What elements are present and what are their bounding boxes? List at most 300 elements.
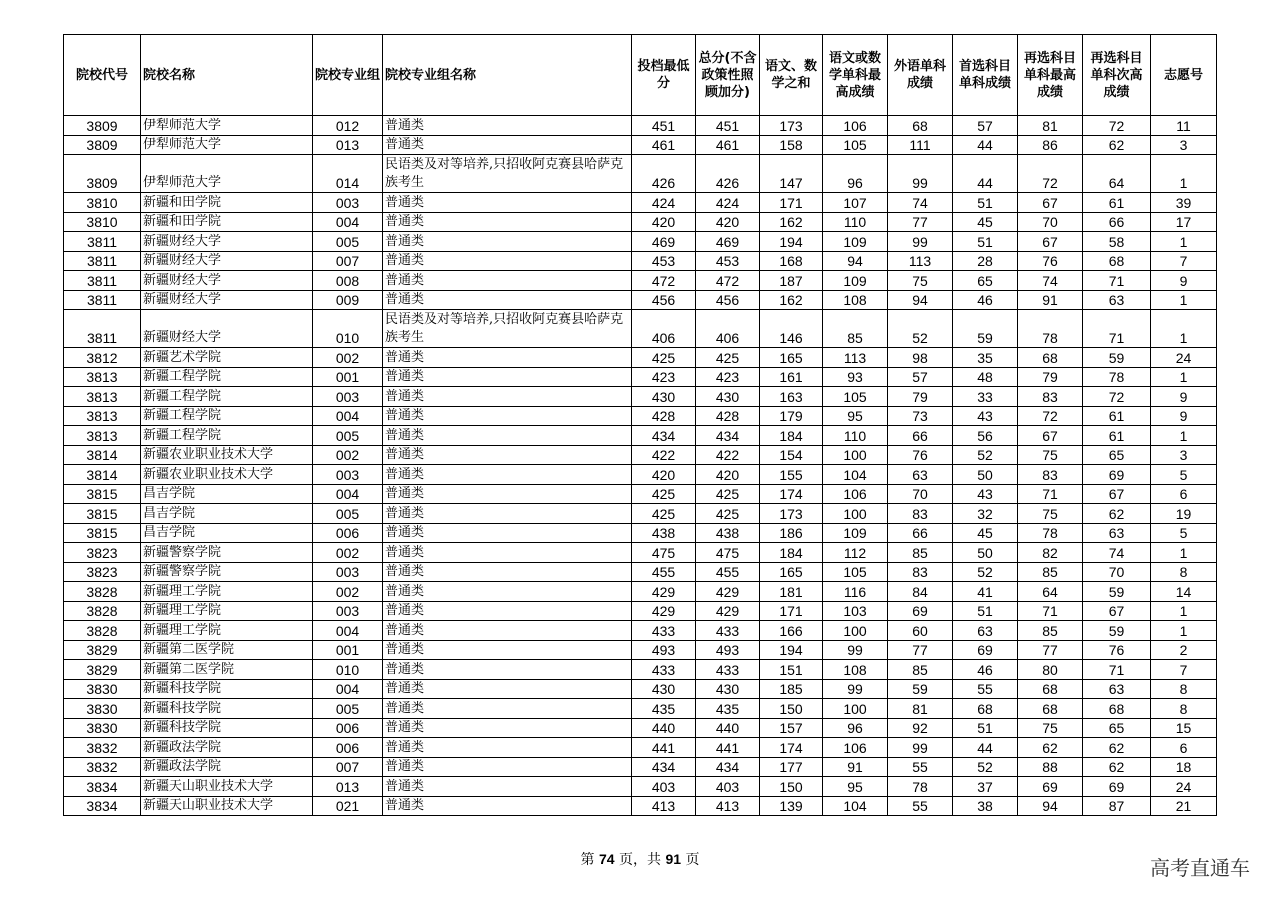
cell-elective-second: 71 [1083, 660, 1151, 680]
cell-total: 426 [696, 155, 760, 193]
cell-school-name: 新疆工程学院 [141, 387, 313, 407]
cell-chinese-math: 177 [760, 757, 823, 777]
cell-group-code: 004 [313, 406, 383, 426]
cell-group-code: 005 [313, 504, 383, 524]
cell-foreign-language: 66 [888, 523, 953, 543]
cell-foreign-language: 99 [888, 738, 953, 758]
cell-group-name: 普通类 [383, 543, 632, 563]
cell-school-code: 3828 [64, 601, 141, 621]
cell-foreign-language: 76 [888, 445, 953, 465]
cell-school-code: 3823 [64, 562, 141, 582]
cell-school-code: 3815 [64, 484, 141, 504]
cell-group-name: 普通类 [383, 562, 632, 582]
cell-school-code: 3830 [64, 718, 141, 738]
cell-chinese-or-math-max: 96 [823, 718, 888, 738]
cell-foreign-language: 81 [888, 699, 953, 719]
cell-total: 430 [696, 679, 760, 699]
table-row [64, 660, 1217, 680]
cell-choice-number: 17 [1151, 212, 1217, 232]
cell-chinese-or-math-max: 108 [823, 660, 888, 680]
cell-chinese-math: 162 [760, 212, 823, 232]
cell-min-score: 433 [632, 660, 696, 680]
cell-elective-max: 83 [1018, 465, 1083, 485]
cell-elective-max: 78 [1018, 523, 1083, 543]
cell-group-code: 004 [313, 484, 383, 504]
cell-elective-max: 78 [1018, 310, 1083, 348]
footer-middle: 页，共 [619, 852, 661, 868]
cell-elective-second: 69 [1083, 465, 1151, 485]
cell-school-code: 3829 [64, 660, 141, 680]
cell-choice-number: 1 [1151, 310, 1217, 348]
cell-chinese-or-math-max: 104 [823, 465, 888, 485]
cell-choice-number: 5 [1151, 465, 1217, 485]
cell-elective-max: 72 [1018, 406, 1083, 426]
table-row [64, 562, 1217, 582]
cell-group-code: 003 [313, 193, 383, 213]
cell-group-name: 普通类 [383, 640, 632, 660]
cell-foreign-language: 63 [888, 465, 953, 485]
table-row [64, 484, 1217, 504]
cell-elective-second: 70 [1083, 562, 1151, 582]
cell-total: 434 [696, 426, 760, 446]
cell-total: 440 [696, 718, 760, 738]
cell-elective-second: 72 [1083, 116, 1151, 136]
cell-elective-second: 71 [1083, 310, 1151, 348]
cell-elective-max: 62 [1018, 738, 1083, 758]
table-row [64, 621, 1217, 641]
cell-foreign-language: 70 [888, 484, 953, 504]
cell-foreign-language: 55 [888, 757, 953, 777]
cell-elective-max: 85 [1018, 562, 1083, 582]
cell-elective-second: 61 [1083, 406, 1151, 426]
cell-school-name: 新疆警察学院 [141, 562, 313, 582]
cell-elective-second: 72 [1083, 387, 1151, 407]
cell-elective-max: 69 [1018, 777, 1083, 797]
cell-choice-number: 21 [1151, 796, 1217, 816]
cell-school-code: 3809 [64, 155, 141, 193]
cell-min-score: 430 [632, 679, 696, 699]
cell-chinese-math: 174 [760, 738, 823, 758]
cell-chinese-or-math-max: 110 [823, 212, 888, 232]
header-chinese-math: 语文、数学之和 [760, 35, 823, 116]
cell-chinese-or-math-max: 108 [823, 290, 888, 310]
cell-chinese-math: 165 [760, 562, 823, 582]
cell-elective-second: 78 [1083, 367, 1151, 387]
cell-min-score: 456 [632, 290, 696, 310]
cell-total: 424 [696, 193, 760, 213]
cell-foreign-language: 77 [888, 640, 953, 660]
cell-foreign-language: 66 [888, 426, 953, 446]
cell-chinese-or-math-max: 103 [823, 601, 888, 621]
cell-group-code: 014 [313, 155, 383, 193]
cell-elective-max: 68 [1018, 679, 1083, 699]
cell-min-score: 424 [632, 193, 696, 213]
cell-first-subject: 43 [953, 484, 1018, 504]
cell-elective-second: 67 [1083, 601, 1151, 621]
cell-group-name: 普通类 [383, 445, 632, 465]
cell-min-score: 406 [632, 310, 696, 348]
cell-group-code: 010 [313, 310, 383, 348]
cell-chinese-math: 181 [760, 582, 823, 602]
cell-elective-max: 80 [1018, 660, 1083, 680]
cell-school-name: 新疆工程学院 [141, 367, 313, 387]
cell-school-name: 新疆科技学院 [141, 718, 313, 738]
cell-school-code: 3834 [64, 796, 141, 816]
cell-first-subject: 44 [953, 738, 1018, 758]
cell-choice-number: 1 [1151, 621, 1217, 641]
cell-group-name: 普通类 [383, 777, 632, 797]
cell-min-score: 440 [632, 718, 696, 738]
cell-elective-max: 67 [1018, 232, 1083, 252]
cell-chinese-or-math-max: 109 [823, 232, 888, 252]
cell-min-score: 403 [632, 777, 696, 797]
cell-first-subject: 28 [953, 251, 1018, 271]
cell-choice-number: 24 [1151, 348, 1217, 368]
cell-foreign-language: 99 [888, 155, 953, 193]
cell-group-code: 008 [313, 271, 383, 291]
footer-page-number: 74 [598, 851, 615, 867]
cell-total: 455 [696, 562, 760, 582]
cell-total: 425 [696, 484, 760, 504]
cell-group-name: 普通类 [383, 465, 632, 485]
cell-group-code: 006 [313, 523, 383, 543]
cell-elective-max: 75 [1018, 445, 1083, 465]
cell-group-code: 001 [313, 640, 383, 660]
cell-first-subject: 52 [953, 445, 1018, 465]
cell-min-score: 428 [632, 406, 696, 426]
page-footer [0, 849, 1280, 869]
cell-school-name: 新疆警察学院 [141, 543, 313, 563]
cell-first-subject: 44 [953, 155, 1018, 193]
cell-chinese-math: 194 [760, 232, 823, 252]
cell-school-code: 3830 [64, 679, 141, 699]
cell-chinese-or-math-max: 104 [823, 796, 888, 816]
cell-min-score: 425 [632, 504, 696, 524]
cell-chinese-or-math-max: 106 [823, 738, 888, 758]
cell-choice-number: 1 [1151, 290, 1217, 310]
cell-chinese-or-math-max: 96 [823, 155, 888, 193]
cell-school-name: 昌吉学院 [141, 523, 313, 543]
cell-elective-max: 67 [1018, 193, 1083, 213]
table-row [64, 777, 1217, 797]
cell-foreign-language: 83 [888, 562, 953, 582]
cell-group-code: 021 [313, 796, 383, 816]
cell-chinese-math: 163 [760, 387, 823, 407]
table-row [64, 757, 1217, 777]
table-row [64, 367, 1217, 387]
cell-group-code: 003 [313, 562, 383, 582]
cell-elective-max: 83 [1018, 387, 1083, 407]
cell-first-subject: 51 [953, 193, 1018, 213]
cell-chinese-or-math-max: 105 [823, 135, 888, 155]
header-school-code: 院校代号 [64, 35, 141, 116]
cell-group-code: 005 [313, 699, 383, 719]
cell-elective-second: 76 [1083, 640, 1151, 660]
cell-foreign-language: 55 [888, 796, 953, 816]
cell-school-name: 新疆和田学院 [141, 193, 313, 213]
cell-school-code: 3811 [64, 310, 141, 348]
cell-group-name: 普通类 [383, 406, 632, 426]
cell-min-score: 430 [632, 387, 696, 407]
cell-school-name: 伊犁师范大学 [141, 116, 313, 136]
cell-school-name: 新疆第二医学院 [141, 660, 313, 680]
table-row [64, 679, 1217, 699]
footer-total-pages: 91 [665, 851, 682, 867]
cell-total: 406 [696, 310, 760, 348]
cell-foreign-language: 92 [888, 718, 953, 738]
cell-school-code: 3829 [64, 640, 141, 660]
cell-choice-number: 1 [1151, 232, 1217, 252]
cell-total: 475 [696, 543, 760, 563]
cell-school-code: 3811 [64, 290, 141, 310]
table-row [64, 796, 1217, 816]
table-body [64, 116, 1217, 816]
cell-chinese-math: 194 [760, 640, 823, 660]
cell-choice-number: 7 [1151, 660, 1217, 680]
cell-total: 438 [696, 523, 760, 543]
cell-foreign-language: 98 [888, 348, 953, 368]
cell-choice-number: 1 [1151, 155, 1217, 193]
table-header-row [64, 35, 1217, 116]
cell-elective-max: 85 [1018, 621, 1083, 641]
table-row [64, 699, 1217, 719]
cell-choice-number: 11 [1151, 116, 1217, 136]
header-first-subject: 首选科目单科成绩 [953, 35, 1018, 116]
cell-first-subject: 68 [953, 699, 1018, 719]
cell-group-code: 010 [313, 660, 383, 680]
cell-group-code: 002 [313, 348, 383, 368]
cell-chinese-math: 151 [760, 660, 823, 680]
cell-chinese-or-math-max: 113 [823, 348, 888, 368]
cell-min-score: 461 [632, 135, 696, 155]
cell-school-code: 3828 [64, 621, 141, 641]
cell-elective-second: 69 [1083, 777, 1151, 797]
cell-min-score: 434 [632, 757, 696, 777]
cell-chinese-math: 184 [760, 543, 823, 563]
cell-chinese-math: 168 [760, 251, 823, 271]
cell-first-subject: 52 [953, 562, 1018, 582]
cell-school-name: 伊犁师范大学 [141, 135, 313, 155]
cell-elective-max: 81 [1018, 116, 1083, 136]
cell-chinese-math: 146 [760, 310, 823, 348]
cell-total: 430 [696, 387, 760, 407]
cell-min-score: 429 [632, 601, 696, 621]
cell-foreign-language: 52 [888, 310, 953, 348]
cell-choice-number: 14 [1151, 582, 1217, 602]
cell-min-score: 422 [632, 445, 696, 465]
cell-elective-max: 94 [1018, 796, 1083, 816]
cell-chinese-math: 150 [760, 777, 823, 797]
cell-chinese-or-math-max: 85 [823, 310, 888, 348]
cell-chinese-math: 186 [760, 523, 823, 543]
table-row [64, 310, 1217, 348]
cell-school-code: 3815 [64, 504, 141, 524]
cell-first-subject: 51 [953, 232, 1018, 252]
cell-foreign-language: 57 [888, 367, 953, 387]
cell-first-subject: 50 [953, 465, 1018, 485]
cell-group-code: 003 [313, 465, 383, 485]
cell-first-subject: 50 [953, 543, 1018, 563]
cell-chinese-math: 173 [760, 116, 823, 136]
table-row [64, 543, 1217, 563]
cell-school-name: 新疆政法学院 [141, 738, 313, 758]
table-row [64, 406, 1217, 426]
cell-school-name: 新疆天山职业技术大学 [141, 777, 313, 797]
cell-group-name: 普通类 [383, 660, 632, 680]
cell-total: 433 [696, 660, 760, 680]
cell-total: 420 [696, 212, 760, 232]
cell-first-subject: 63 [953, 621, 1018, 641]
table-row [64, 504, 1217, 524]
cell-choice-number: 24 [1151, 777, 1217, 797]
cell-chinese-or-math-max: 99 [823, 679, 888, 699]
cell-chinese-math: 174 [760, 484, 823, 504]
cell-group-code: 007 [313, 757, 383, 777]
cell-foreign-language: 73 [888, 406, 953, 426]
cell-elective-second: 71 [1083, 271, 1151, 291]
cell-elective-max: 64 [1018, 582, 1083, 602]
table-row [64, 135, 1217, 155]
header-group-name: 院校专业组名称 [383, 35, 632, 116]
cell-school-name: 新疆财经大学 [141, 290, 313, 310]
cell-min-score: 441 [632, 738, 696, 758]
cell-foreign-language: 111 [888, 135, 953, 155]
cell-choice-number: 3 [1151, 135, 1217, 155]
cell-elective-second: 62 [1083, 738, 1151, 758]
cell-group-code: 004 [313, 621, 383, 641]
cell-chinese-math: 184 [760, 426, 823, 446]
cell-elective-max: 91 [1018, 290, 1083, 310]
cell-min-score: 426 [632, 155, 696, 193]
cell-choice-number: 9 [1151, 271, 1217, 291]
cell-school-code: 3813 [64, 406, 141, 426]
cell-group-code: 001 [313, 367, 383, 387]
cell-chinese-math: 155 [760, 465, 823, 485]
cell-school-name: 新疆和田学院 [141, 212, 313, 232]
cell-chinese-or-math-max: 91 [823, 757, 888, 777]
cell-choice-number: 8 [1151, 562, 1217, 582]
table-row [64, 348, 1217, 368]
cell-chinese-math: 150 [760, 699, 823, 719]
cell-group-name: 普通类 [383, 699, 632, 719]
cell-group-name: 普通类 [383, 193, 632, 213]
cell-first-subject: 51 [953, 718, 1018, 738]
cell-group-code: 006 [313, 738, 383, 758]
header-foreign-language: 外语单科成绩 [888, 35, 953, 116]
cell-elective-second: 65 [1083, 718, 1151, 738]
cell-school-name: 新疆理工学院 [141, 621, 313, 641]
cell-school-code: 3813 [64, 387, 141, 407]
cell-min-score: 451 [632, 116, 696, 136]
cell-foreign-language: 113 [888, 251, 953, 271]
cell-total: 428 [696, 406, 760, 426]
cell-chinese-math: 166 [760, 621, 823, 641]
cell-min-score: 438 [632, 523, 696, 543]
cell-school-name: 新疆科技学院 [141, 679, 313, 699]
cell-foreign-language: 75 [888, 271, 953, 291]
cell-first-subject: 65 [953, 271, 1018, 291]
cell-group-name: 普通类 [383, 796, 632, 816]
cell-total: 403 [696, 777, 760, 797]
cell-group-name: 普通类 [383, 426, 632, 446]
cell-school-name: 新疆理工学院 [141, 582, 313, 602]
cell-choice-number: 2 [1151, 640, 1217, 660]
cell-total: 423 [696, 367, 760, 387]
cell-chinese-math: 157 [760, 718, 823, 738]
table-row [64, 232, 1217, 252]
cell-elective-second: 68 [1083, 699, 1151, 719]
cell-first-subject: 32 [953, 504, 1018, 524]
cell-total: 413 [696, 796, 760, 816]
cell-chinese-math: 158 [760, 135, 823, 155]
table-row [64, 582, 1217, 602]
cell-first-subject: 52 [953, 757, 1018, 777]
cell-school-code: 3811 [64, 271, 141, 291]
cell-foreign-language: 74 [888, 193, 953, 213]
cell-group-name: 普通类 [383, 290, 632, 310]
cell-school-name: 新疆财经大学 [141, 251, 313, 271]
cell-elective-second: 64 [1083, 155, 1151, 193]
cell-group-name: 普通类 [383, 523, 632, 543]
cell-total: 429 [696, 582, 760, 602]
cell-min-score: 469 [632, 232, 696, 252]
table-row [64, 290, 1217, 310]
cell-group-name: 普通类 [383, 484, 632, 504]
cell-foreign-language: 78 [888, 777, 953, 797]
cell-school-name: 新疆财经大学 [141, 232, 313, 252]
cell-choice-number: 19 [1151, 504, 1217, 524]
cell-elective-second: 63 [1083, 523, 1151, 543]
cell-chinese-or-math-max: 106 [823, 484, 888, 504]
cell-chinese-math: 165 [760, 348, 823, 368]
cell-school-code: 3813 [64, 367, 141, 387]
cell-chinese-or-math-max: 112 [823, 543, 888, 563]
cell-elective-max: 76 [1018, 251, 1083, 271]
cell-group-code: 012 [313, 116, 383, 136]
cell-total: 493 [696, 640, 760, 660]
cell-group-code: 003 [313, 601, 383, 621]
cell-first-subject: 51 [953, 601, 1018, 621]
cell-school-code: 3809 [64, 135, 141, 155]
cell-group-code: 005 [313, 232, 383, 252]
cell-chinese-or-math-max: 109 [823, 523, 888, 543]
cell-elective-second: 63 [1083, 679, 1151, 699]
cell-elective-second: 59 [1083, 582, 1151, 602]
cell-elective-max: 75 [1018, 504, 1083, 524]
cell-group-code: 003 [313, 387, 383, 407]
cell-elective-second: 66 [1083, 212, 1151, 232]
cell-elective-max: 71 [1018, 484, 1083, 504]
cell-group-code: 002 [313, 543, 383, 563]
cell-choice-number: 8 [1151, 679, 1217, 699]
cell-total: 469 [696, 232, 760, 252]
cell-min-score: 420 [632, 465, 696, 485]
cell-chinese-math: 173 [760, 504, 823, 524]
cell-total: 425 [696, 504, 760, 524]
table-row [64, 640, 1217, 660]
table-row [64, 212, 1217, 232]
cell-total: 451 [696, 116, 760, 136]
cell-elective-second: 61 [1083, 193, 1151, 213]
cell-school-code: 3814 [64, 445, 141, 465]
table-row [64, 445, 1217, 465]
cell-first-subject: 46 [953, 660, 1018, 680]
cell-group-name: 普通类 [383, 582, 632, 602]
cell-group-name: 普通类 [383, 621, 632, 641]
cell-foreign-language: 85 [888, 660, 953, 680]
cell-chinese-or-math-max: 109 [823, 271, 888, 291]
table-row [64, 387, 1217, 407]
